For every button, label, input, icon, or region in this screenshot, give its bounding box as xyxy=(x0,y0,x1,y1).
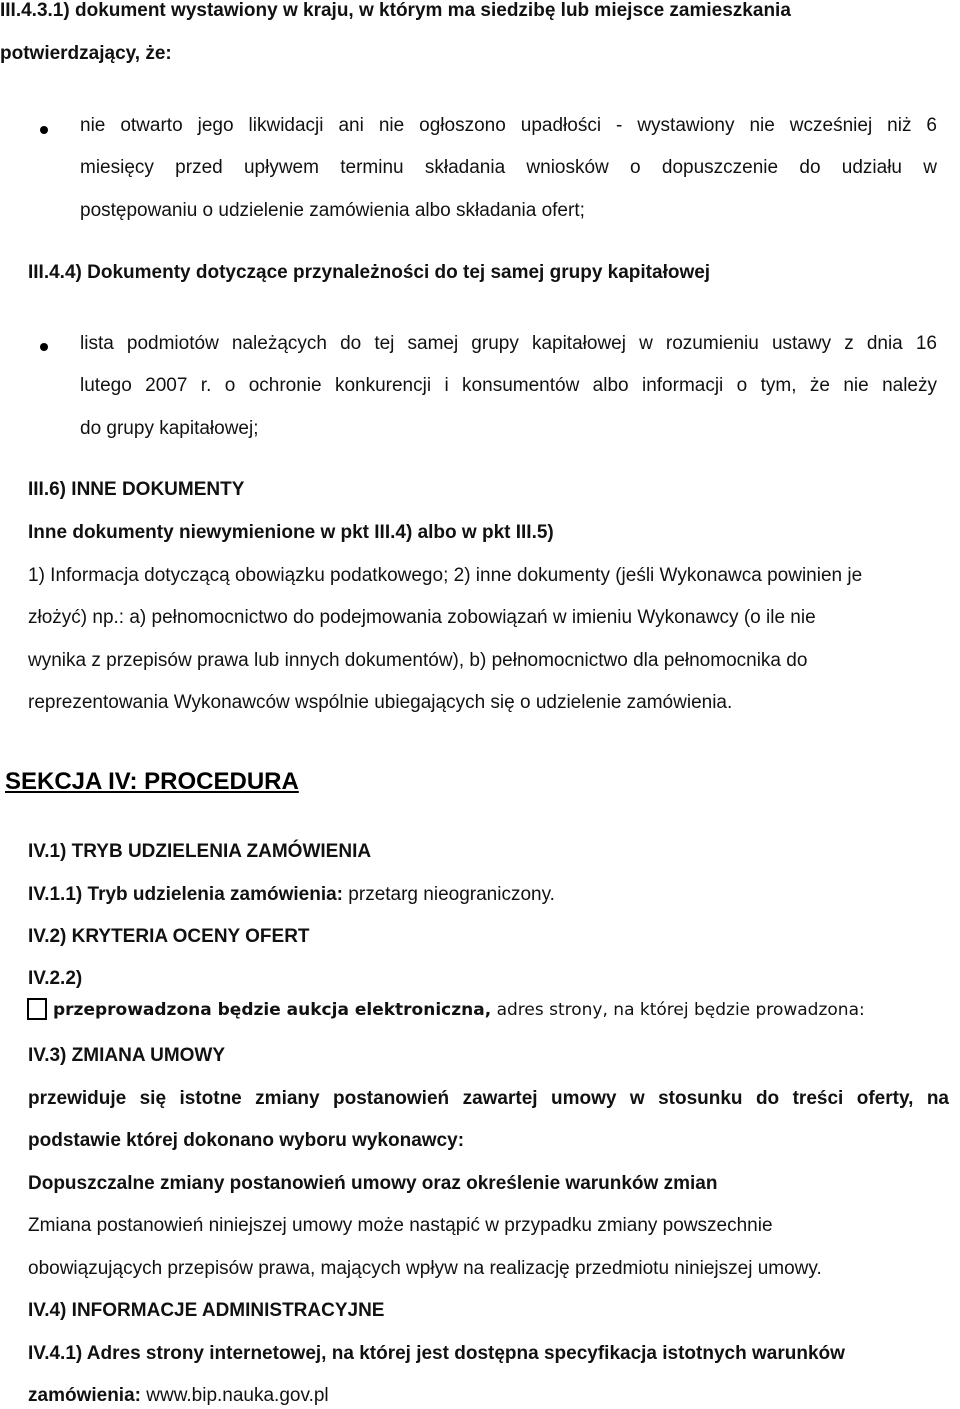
iv41-label: zamówienia: xyxy=(28,1385,141,1406)
bullet-icon xyxy=(40,126,48,134)
iv2-heading: IV.2) KRYTERIA OCENY OFERT xyxy=(28,926,310,947)
iv4-heading: IV.4) INFORMACJE ADMINISTRACYJNE xyxy=(28,1300,385,1321)
iv41-line2 xyxy=(28,1385,329,1407)
bullet-text-line: lutego 2007 r. o ochronie konkurencji i konsumentów albo informacji o tym, że nie należy xyxy=(80,375,937,396)
section-iii-6-heading: III.6) INNE DOKUMENTY xyxy=(28,479,245,500)
iv3-heading: IV.3) ZMIANA UMOWY xyxy=(28,1045,226,1066)
bullet-text-line: lista podmiotów należących do tej samej grupy kapitałowej w rozumieniu ustawy z dnia 16 xyxy=(80,333,937,354)
bullet-text-line: do grupy kapitałowej; xyxy=(80,418,259,439)
iv3-bold-line: podstawie której dokonano wyboru wykonawcy: xyxy=(28,1130,465,1151)
iv3-text-line: obowiązujących przepisów prawa, mających wpływ na realizację przedmiotu niniejszej umowy. xyxy=(28,1258,822,1279)
section-iii-6-subheading: Inne dokumenty niewymienione w pkt III.4) albo w pkt III.5) xyxy=(28,522,554,543)
iv11-label: IV.1.1) Tryb udzielenia zamówienia: xyxy=(28,884,344,905)
bullet-icon xyxy=(40,343,48,351)
iv3-bold-line: przewiduje się istotne zmiany postanowień zawartej umowy w stosunku do treści oferty, na xyxy=(28,1088,949,1109)
paragraph-line: wynika z przepisów prawa lub innych dokumentów), b) pełnomocnictwo dla pełnomocnika do xyxy=(28,650,808,671)
auction-checkbox[interactable] xyxy=(27,998,47,1020)
paragraph-line: reprezentowania Wykonawców wspólnie ubiegających się o udzielenie zamówienia. xyxy=(28,692,733,713)
bullet-text-line: miesięcy przed upływem terminu składania wniosków o dopuszczenie do udziału w xyxy=(80,157,937,178)
auction-bold: przeprowadzona będzie aukcja elektroniczna, xyxy=(53,1000,492,1020)
bullet-text-line: postępowaniu o udzielenie zamówienia albo składania ofert; xyxy=(80,200,585,221)
section-iii-4-4-heading: III.4.4) Dokumenty dotyczące przynależności do tej samej grupy kapitałowej xyxy=(28,262,711,283)
iv22-label: IV.2.2) xyxy=(28,968,83,989)
section-iv-title: SEKCJA IV: PROCEDURA xyxy=(5,768,299,795)
iv41-url[interactable]: www.bip.nauka.gov.pl xyxy=(146,1385,329,1406)
iv3-sub: Dopuszczalne zmiany postanowień umowy oraz określenie warunków zmian xyxy=(28,1173,718,1194)
iv1-heading: IV.1) TRYB UDZIELENIA ZAMÓWIENIA xyxy=(28,841,372,862)
paragraph-line: 1) Informacja dotyczącą obowiązku podatkowego; 2) inne dokumenty (jeśli Wykonawca powinien je xyxy=(28,565,863,586)
auction-line xyxy=(53,999,865,1021)
paragraph-line: złożyć) np.: a) pełnomocnictwo do podejmowania zobowiązań w imieniu Wykonawcy (o ile nie xyxy=(28,607,816,628)
iv41-line1: IV.4.1) Adres strony internetowej, na której jest dostępna specyfikacja istotnych warunków xyxy=(28,1343,845,1364)
iv11-value: przetarg nieograniczony. xyxy=(348,884,555,905)
section-iii-4-3-1-line1: III.4.3.1) dokument wystawiony w kraju, w którym ma siedzibę lub miejsce zamieszkania xyxy=(0,0,791,21)
iv11-line xyxy=(28,884,555,906)
section-iii-4-3-1-line2: potwierdzający, że: xyxy=(0,43,172,64)
bullet-text-line: nie otwarto jego likwidacji ani nie ogłoszono upadłości - wystawiony nie wcześniej niż 6 xyxy=(80,115,937,136)
auction-rest: adres strony, na której będzie prowadzona: xyxy=(496,1000,865,1020)
iv3-text-line: Zmiana postanowień niniejszej umowy może nastąpić w przypadku zmiany powszechnie xyxy=(28,1215,773,1236)
